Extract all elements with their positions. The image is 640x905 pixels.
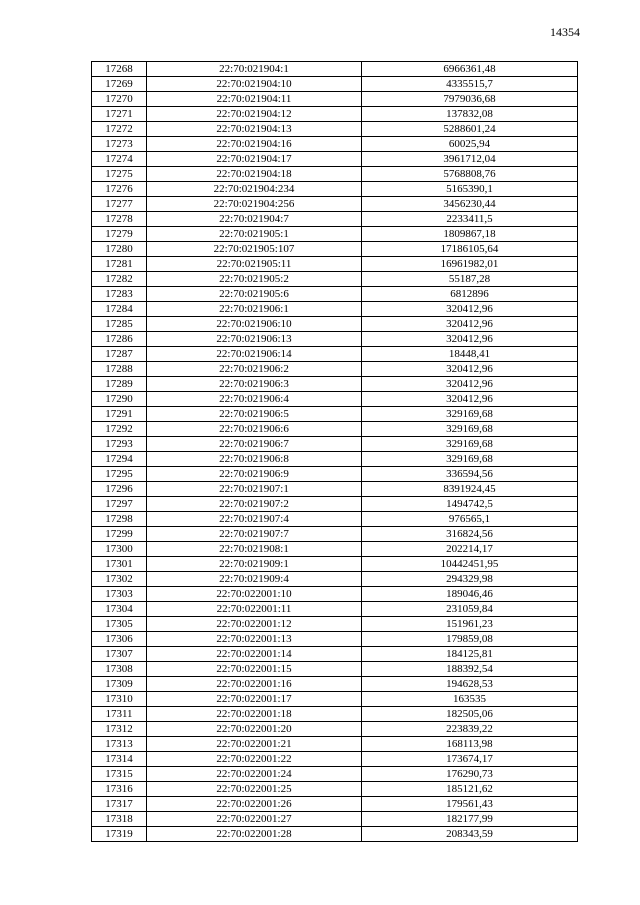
cadastral-number-cell: 22:70:021904:256 [147,197,362,212]
row-number-cell: 17319 [92,827,147,842]
table-row [92,467,578,482]
row-number-cell: 17273 [92,137,147,152]
cadastral-number-cell: 22:70:022001:15 [147,662,362,677]
table-row [92,797,578,812]
value-cell: 189046,46 [362,587,578,602]
row-number-cell: 17293 [92,437,147,452]
row-number-cell: 17279 [92,227,147,242]
value-cell: 329169,68 [362,422,578,437]
cadastral-number-cell: 22:70:021904:10 [147,77,362,92]
table-row [92,212,578,227]
cadastral-number-cell: 22:70:021906:4 [147,392,362,407]
table-row [92,827,578,842]
table-row [92,527,578,542]
table-row [92,722,578,737]
cadastral-number-cell: 22:70:021904:1 [147,62,362,77]
row-number-cell: 17275 [92,167,147,182]
value-cell: 55187,28 [362,272,578,287]
cadastral-number-cell: 22:70:022001:12 [147,617,362,632]
cadastral-number-cell: 22:70:022001:10 [147,587,362,602]
row-number-cell: 17296 [92,482,147,497]
table-row [92,302,578,317]
cadastral-number-cell: 22:70:022001:20 [147,722,362,737]
cadastral-number-cell: 22:70:021907:7 [147,527,362,542]
table-row [92,782,578,797]
table-row [92,122,578,137]
value-cell: 1809867,18 [362,227,578,242]
row-number-cell: 17280 [92,242,147,257]
row-number-cell: 17318 [92,812,147,827]
row-number-cell: 17304 [92,602,147,617]
value-cell: 320412,96 [362,362,578,377]
cadastral-number-cell: 22:70:021907:2 [147,497,362,512]
table-row [92,362,578,377]
table-row [92,662,578,677]
cadastral-number-cell: 22:70:022001:21 [147,737,362,752]
value-cell: 208343,59 [362,827,578,842]
cadastral-number-cell: 22:70:021905:11 [147,257,362,272]
row-number-cell: 17268 [92,62,147,77]
table-row [92,272,578,287]
cadastral-number-cell: 22:70:021906:3 [147,377,362,392]
row-number-cell: 17303 [92,587,147,602]
value-cell: 3456230,44 [362,197,578,212]
table-row [92,62,578,77]
cadastral-number-cell: 22:70:021909:4 [147,572,362,587]
value-cell: 176290,73 [362,767,578,782]
value-cell: 294329,98 [362,572,578,587]
value-cell: 185121,62 [362,782,578,797]
cadastral-number-cell: 22:70:021909:1 [147,557,362,572]
table-row [92,437,578,452]
table-row [92,587,578,602]
cadastral-number-cell: 22:70:022001:28 [147,827,362,842]
row-number-cell: 17284 [92,302,147,317]
row-number-cell: 17283 [92,287,147,302]
value-cell: 184125,81 [362,647,578,662]
value-cell: 6966361,48 [362,62,578,77]
cadastral-number-cell: 22:70:021906:8 [147,452,362,467]
row-number-cell: 17295 [92,467,147,482]
cadastral-number-cell: 22:70:021906:13 [147,332,362,347]
row-number-cell: 17290 [92,392,147,407]
row-number-cell: 17305 [92,617,147,632]
table-row [92,347,578,362]
value-cell: 5165390,1 [362,182,578,197]
row-number-cell: 17312 [92,722,147,737]
cadastral-number-cell: 22:70:021906:14 [147,347,362,362]
table-row [92,677,578,692]
value-cell: 316824,56 [362,527,578,542]
cadastral-number-cell: 22:70:021908:1 [147,542,362,557]
table-row [92,812,578,827]
value-cell: 163535 [362,692,578,707]
table-body [92,62,578,842]
value-cell: 8391924,45 [362,482,578,497]
value-cell: 173674,17 [362,752,578,767]
row-number-cell: 17271 [92,107,147,122]
row-number-cell: 17313 [92,737,147,752]
table-row [92,602,578,617]
row-number-cell: 17281 [92,257,147,272]
value-cell: 182505,06 [362,707,578,722]
value-cell: 202214,17 [362,542,578,557]
row-number-cell: 17301 [92,557,147,572]
cadastral-number-cell: 22:70:022001:11 [147,602,362,617]
table-row [92,317,578,332]
row-number-cell: 17270 [92,92,147,107]
row-number-cell: 17282 [92,272,147,287]
value-cell: 18448,41 [362,347,578,362]
table-row [92,407,578,422]
table-row [92,632,578,647]
row-number-cell: 17299 [92,527,147,542]
row-number-cell: 17302 [92,572,147,587]
row-number-cell: 17291 [92,407,147,422]
cadastral-number-cell: 22:70:022001:16 [147,677,362,692]
value-cell: 10442451,95 [362,557,578,572]
cadastral-number-cell: 22:70:021904:12 [147,107,362,122]
cadastral-number-cell: 22:70:021906:10 [147,317,362,332]
value-cell: 17186105,64 [362,242,578,257]
cadastral-number-cell: 22:70:022001:22 [147,752,362,767]
value-cell: 179561,43 [362,797,578,812]
value-cell: 60025,94 [362,137,578,152]
value-cell: 2233411,5 [362,212,578,227]
cadastral-number-cell: 22:70:022001:13 [147,632,362,647]
cadastral-number-cell: 22:70:021904:18 [147,167,362,182]
cadastral-number-cell: 22:70:021907:1 [147,482,362,497]
table-row [92,647,578,662]
row-number-cell: 17307 [92,647,147,662]
cadastral-number-cell: 22:70:021904:234 [147,182,362,197]
value-cell: 3961712,04 [362,152,578,167]
value-cell: 6812896 [362,287,578,302]
value-cell: 168113,98 [362,737,578,752]
cadastral-number-cell: 22:70:021906:7 [147,437,362,452]
table-row [92,767,578,782]
table-row [92,572,578,587]
table-row [92,452,578,467]
row-number-cell: 17310 [92,692,147,707]
row-number-cell: 17286 [92,332,147,347]
value-cell: 329169,68 [362,407,578,422]
cadastral-table [91,61,578,842]
cadastral-number-cell: 22:70:021906:5 [147,407,362,422]
row-number-cell: 17272 [92,122,147,137]
value-cell: 5768808,76 [362,167,578,182]
value-cell: 231059,84 [362,602,578,617]
row-number-cell: 17278 [92,212,147,227]
table-row [92,707,578,722]
row-number-cell: 17285 [92,317,147,332]
table-row [92,77,578,92]
cadastral-number-cell: 22:70:022001:17 [147,692,362,707]
row-number-cell: 17297 [92,497,147,512]
row-number-cell: 17276 [92,182,147,197]
value-cell: 7979036,68 [362,92,578,107]
table-row [92,422,578,437]
cadastral-number-cell: 22:70:021904:11 [147,92,362,107]
value-cell: 1494742,5 [362,497,578,512]
table-row [92,692,578,707]
cadastral-number-cell: 22:70:022001:26 [147,797,362,812]
cadastral-number-cell: 22:70:021904:13 [147,122,362,137]
table-row [92,737,578,752]
cadastral-number-cell: 22:70:022001:27 [147,812,362,827]
table-row [92,167,578,182]
table-row [92,332,578,347]
value-cell: 329169,68 [362,437,578,452]
table-row [92,392,578,407]
cadastral-number-cell: 22:70:022001:18 [147,707,362,722]
cadastral-number-cell: 22:70:021905:6 [147,287,362,302]
cadastral-number-cell: 22:70:021904:7 [147,212,362,227]
cadastral-number-cell: 22:70:021905:107 [147,242,362,257]
value-cell: 976565,1 [362,512,578,527]
row-number-cell: 17269 [92,77,147,92]
value-cell: 320412,96 [362,332,578,347]
table-row [92,752,578,767]
cadastral-number-cell: 22:70:021904:17 [147,152,362,167]
table-row [92,242,578,257]
row-number-cell: 17315 [92,767,147,782]
row-number-cell: 17277 [92,197,147,212]
value-cell: 329169,68 [362,452,578,467]
value-cell: 223839,22 [362,722,578,737]
row-number-cell: 17300 [92,542,147,557]
row-number-cell: 17317 [92,797,147,812]
row-number-cell: 17306 [92,632,147,647]
table-row [92,482,578,497]
table-row [92,542,578,557]
table-row [92,557,578,572]
value-cell: 194628,53 [362,677,578,692]
value-cell: 188392,54 [362,662,578,677]
cadastral-number-cell: 22:70:021906:9 [147,467,362,482]
table-row [92,377,578,392]
value-cell: 320412,96 [362,317,578,332]
cadastral-number-cell: 22:70:021906:2 [147,362,362,377]
value-cell: 16961982,01 [362,257,578,272]
table-row [92,257,578,272]
cadastral-number-cell: 22:70:021907:4 [147,512,362,527]
value-cell: 320412,96 [362,392,578,407]
cadastral-number-cell: 22:70:021905:2 [147,272,362,287]
table-row [92,182,578,197]
cadastral-number-cell: 22:70:021906:6 [147,422,362,437]
value-cell: 320412,96 [362,377,578,392]
row-number-cell: 17309 [92,677,147,692]
cadastral-number-cell: 22:70:022001:24 [147,767,362,782]
cadastral-number-cell: 22:70:021906:1 [147,302,362,317]
table-row [92,197,578,212]
table-row [92,107,578,122]
row-number-cell: 17316 [92,782,147,797]
table-row [92,227,578,242]
table-row [92,137,578,152]
table-row [92,617,578,632]
value-cell: 179859,08 [362,632,578,647]
row-number-cell: 17289 [92,377,147,392]
table-row [92,92,578,107]
row-number-cell: 17308 [92,662,147,677]
value-cell: 320412,96 [362,302,578,317]
row-number-cell: 17274 [92,152,147,167]
row-number-cell: 17311 [92,707,147,722]
cadastral-number-cell: 22:70:022001:25 [147,782,362,797]
cadastral-number-cell: 22:70:021905:1 [147,227,362,242]
table-row [92,152,578,167]
row-number-cell: 17288 [92,362,147,377]
cadastral-number-cell: 22:70:021904:16 [147,137,362,152]
cadastral-number-cell: 22:70:022001:14 [147,647,362,662]
row-number-cell: 17292 [92,422,147,437]
row-number-cell: 17287 [92,347,147,362]
page-number: 14354 [550,25,580,39]
value-cell: 137832,08 [362,107,578,122]
value-cell: 5288601,24 [362,122,578,137]
row-number-cell: 17314 [92,752,147,767]
value-cell: 151961,23 [362,617,578,632]
row-number-cell: 17298 [92,512,147,527]
table-row [92,512,578,527]
table-row [92,287,578,302]
value-cell: 336594,56 [362,467,578,482]
value-cell: 4335515,7 [362,77,578,92]
value-cell: 182177,99 [362,812,578,827]
table-row [92,497,578,512]
row-number-cell: 17294 [92,452,147,467]
